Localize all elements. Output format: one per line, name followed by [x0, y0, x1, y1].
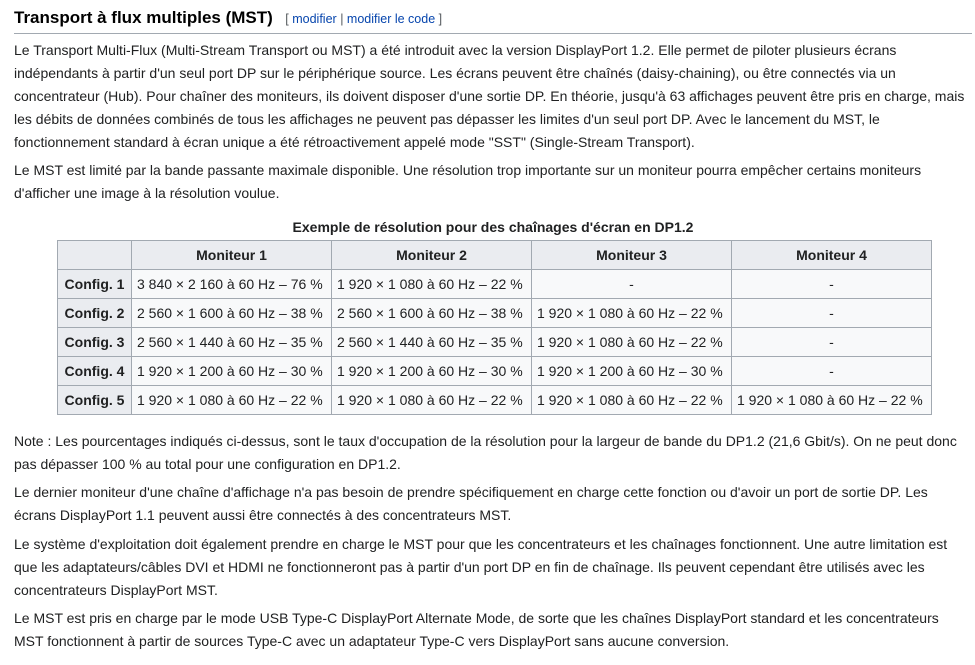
section-title: Transport à flux multiples (MST)	[14, 8, 273, 27]
table-cell: 1 920 × 1 080 à 60 Hz – 22 %	[532, 328, 732, 357]
table-row	[58, 328, 932, 357]
row-label: Config. 4	[58, 357, 132, 386]
table-cell: 1 920 × 1 080 à 60 Hz – 22 %	[132, 386, 332, 415]
table-row	[58, 299, 932, 328]
paragraph-os-support: Le système d'exploitation doit également prendre en charge le MST pour que les concentrateurs et les chaînages fonctionnent. Une autre limitation est que les adaptateurs/câbles DVI et HDMI ne fonctionneront pas à partir d'un port DP en fin de chaînage. Ils peuvent cependant être utilisés avec les concentrateurs DisplayPort MST.	[14, 536, 948, 598]
table-cell: -	[732, 270, 932, 299]
table-cell: 2 560 × 1 440 à 60 Hz – 35 %	[332, 328, 532, 357]
header-corner	[58, 241, 132, 270]
paragraph-intro: Le Transport Multi-Flux (Multi-Stream Transport ou MST) a été introduit avec la version DisplayPort 1.2. Elle permet de piloter plusieurs écrans indépendants à partir d'un seul port DP sur le périphérique source. Les écrans peuvent être chaînés (daisy-chaining), ou être connectés via un concentrateur (Hub). Pour chaîner des moniteurs, ils doivent disposer d'une sortie DP. En théorie, jusqu'à 63 affichages peuvent être pris en charge, mais les débits de données combinés de tous les affichages ne peuvent pas dépasser les limites d'un seul port DP. Avec le lancement du MST, le fonctionnement standard à écran unique a été rétroactivement appelé mode "SST" (Single-Stream Transport).	[14, 42, 965, 150]
paragraph-note: Note : Les pourcentages indiqués ci-dessus, sont le taux d'occupation de la résolution pour la largeur de bande du DP1.2 (21,6 Gbit/s). On ne peut donc pas dépasser 100 % au total pour une configuration en DP1.2.	[14, 433, 957, 472]
table-cell: 2 560 × 1 600 à 60 Hz – 38 %	[332, 299, 532, 328]
table-header-row	[58, 241, 932, 270]
header-monitor-2: Moniteur 2	[332, 241, 532, 270]
table-cell: 1 920 × 1 080 à 60 Hz – 22 %	[532, 299, 732, 328]
table-row	[58, 357, 932, 386]
table-cell: 2 560 × 1 440 à 60 Hz – 35 %	[132, 328, 332, 357]
table-cell: -	[732, 328, 932, 357]
paragraph-bandwidth: Le MST est limité par la bande passante maximale disponible. Une résolution trop importante sur un moniteur pourra empêcher certains moniteurs d'afficher une image à la résolution voulue.	[14, 162, 922, 201]
table-cell: 1 920 × 1 200 à 60 Hz – 30 %	[532, 357, 732, 386]
table-caption: Exemple de résolution pour des chaînages d'écran en DP1.2	[292, 219, 694, 235]
table-row	[58, 386, 932, 415]
paragraph-last-monitor: Le dernier moniteur d'une chaîne d'affichage n'a pas besoin de prendre spécifiquement en charge cette fonction ou d'avoir un port de sortie DP. Les écrans DisplayPort 1.1 peuvent aussi être connectés à des concentrateurs MST.	[14, 484, 928, 523]
paragraph-usb-c: Le MST est pris en charge par le mode USB Type-C DisplayPort Alternate Mode, de sorte que les chaînes DisplayPort standard et les concentrateurs MST fonctionnent à partir de sources Type-C avec un adaptateur Type-C vers DisplayPort sans aucune conversion.	[14, 610, 939, 649]
table-cell: 1 920 × 1 080 à 60 Hz – 22 %	[532, 386, 732, 415]
row-label: Config. 5	[58, 386, 132, 415]
table-cell: 1 920 × 1 080 à 60 Hz – 22 %	[732, 386, 932, 415]
row-label: Config. 2	[58, 299, 132, 328]
section-heading	[14, 8, 969, 28]
header-monitor-3: Moniteur 3	[532, 241, 732, 270]
row-label: Config. 1	[58, 270, 132, 299]
table-cell: 1 920 × 1 080 à 60 Hz – 22 %	[332, 270, 532, 299]
table-cell: -	[732, 357, 932, 386]
table-cell: 1 920 × 1 200 à 60 Hz – 30 %	[332, 357, 532, 386]
table-cell: 2 560 × 1 600 à 60 Hz – 38 %	[132, 299, 332, 328]
header-monitor-1: Moniteur 1	[132, 241, 332, 270]
heading-divider	[14, 33, 972, 34]
edit-code-link[interactable]: modifier le code	[346, 12, 436, 26]
table-cell: 1 920 × 1 080 à 60 Hz – 22 %	[332, 386, 532, 415]
table-row	[58, 270, 932, 299]
edit-separator: |	[340, 12, 344, 26]
edit-link[interactable]: modifier	[292, 12, 337, 26]
row-label: Config. 3	[58, 328, 132, 357]
edit-bracket-open: [	[285, 12, 289, 26]
header-monitor-4: Moniteur 4	[732, 241, 932, 270]
resolution-table	[57, 240, 932, 415]
edit-bracket-close: ]	[438, 12, 443, 26]
table-cell: -	[732, 299, 932, 328]
table-cell: -	[532, 270, 732, 299]
table-cell: 1 920 × 1 200 à 60 Hz – 30 %	[132, 357, 332, 386]
table-cell: 3 840 × 2 160 à 60 Hz – 76 %	[132, 270, 332, 299]
edit-section-links	[285, 12, 442, 26]
